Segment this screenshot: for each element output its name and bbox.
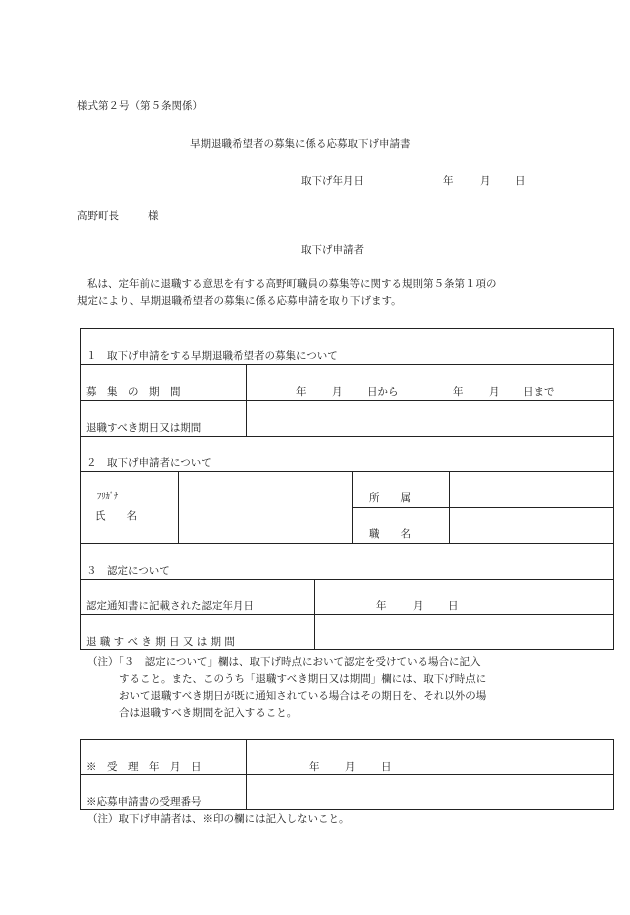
certification-month: 月 (413, 600, 424, 612)
certification-day: 日 (448, 600, 459, 612)
furigana-label: ﾌﾘｶﾞﾅ (97, 492, 119, 502)
receipt-number-field[interactable] (247, 775, 613, 809)
note-office-use: （注）取下げ申請者は、※印の欄には記入しないこと。 (87, 813, 350, 825)
retirement-date-field[interactable] (247, 401, 613, 435)
form-number: 様式第２号（第５条関係） (77, 100, 203, 112)
receipt-year: 年 (309, 761, 320, 773)
section2-heading: ２ 取下げ申請者について (86, 457, 212, 469)
note-section3 (87, 654, 486, 722)
row-divider (80, 436, 614, 437)
affiliation-field[interactable] (450, 472, 613, 506)
withdrawal-date-year: 年 (443, 175, 454, 187)
position-field[interactable] (450, 508, 613, 542)
addressee-name: 高野町長 (77, 210, 119, 222)
recruitment-start-month: 月 (332, 386, 343, 398)
receipt-date-label: ※ 受 理 年 月 日 (86, 761, 202, 773)
retirement-date-label: 退職すべき期日又は期間 (86, 422, 202, 434)
recruitment-start-year: 年 (296, 386, 307, 398)
applicant-label: 取下げ申請者 (301, 244, 364, 256)
receipt-number-label: ※応募申請書の受理番号 (86, 796, 202, 808)
body-line: 規定により、早期退職希望者の募集に係る応募申請を取り下げます。 (77, 295, 402, 307)
receipt-day: 日 (381, 761, 392, 773)
column-divider (352, 471, 353, 543)
document-title: 早期退職希望者の募集に係る応募取下げ申請書 (190, 138, 411, 150)
recruitment-period-label: 募 集 の 期 間 (86, 386, 181, 398)
recruitment-end-month: 月 (489, 386, 500, 398)
row-divider (80, 579, 614, 580)
row-divider (80, 543, 614, 544)
withdrawal-date-month: 月 (480, 175, 491, 187)
section1-heading: １ 取下げ申請をする早期退職希望者の募集について (86, 350, 338, 362)
receipt-month: 月 (345, 761, 356, 773)
note-line: すること。また、このうち「退職すべき期日又は期間」欄には、取下げ時点に (119, 673, 487, 685)
withdrawal-date-label: 取下げ年月日 (301, 175, 364, 187)
certified-retirement-field[interactable] (315, 615, 613, 649)
note-line: 合は退職すべき期間を記入すること。 (119, 707, 298, 719)
body-text (77, 276, 567, 310)
certification-date-label: 認定通知書に記載された認定年月日 (86, 600, 254, 612)
note-line: おいて退職すべき期日が既に通知されている場合はその期日を、それ以外の場 (119, 690, 487, 702)
name-label: 氏 名 (95, 510, 137, 522)
body-line: 私は、定年前に退職する意思を有する高野町職員の募集等に関する規則第５条第１項の (87, 278, 497, 290)
recruitment-end-year: 年 (453, 386, 464, 398)
withdrawal-date-day: 日 (515, 175, 526, 187)
affiliation-label: 所 属 (369, 492, 411, 504)
recruitment-end-day: 日まで (523, 386, 555, 398)
row-divider (80, 364, 614, 365)
note-line: （注）「３ 認定について」欄は、取下げ時点において認定を受けている場合に記入 (87, 656, 481, 668)
certification-year: 年 (376, 600, 387, 612)
section3-heading: ３ 認定について (86, 565, 170, 577)
name-field[interactable] (179, 472, 351, 542)
addressee-honorific: 様 (148, 210, 159, 222)
position-label: 職 名 (369, 528, 411, 540)
recruitment-start-day: 日から (367, 386, 399, 398)
certified-retirement-label: 退 職 す べ き 期 日 又 は 期 間 (86, 636, 235, 648)
